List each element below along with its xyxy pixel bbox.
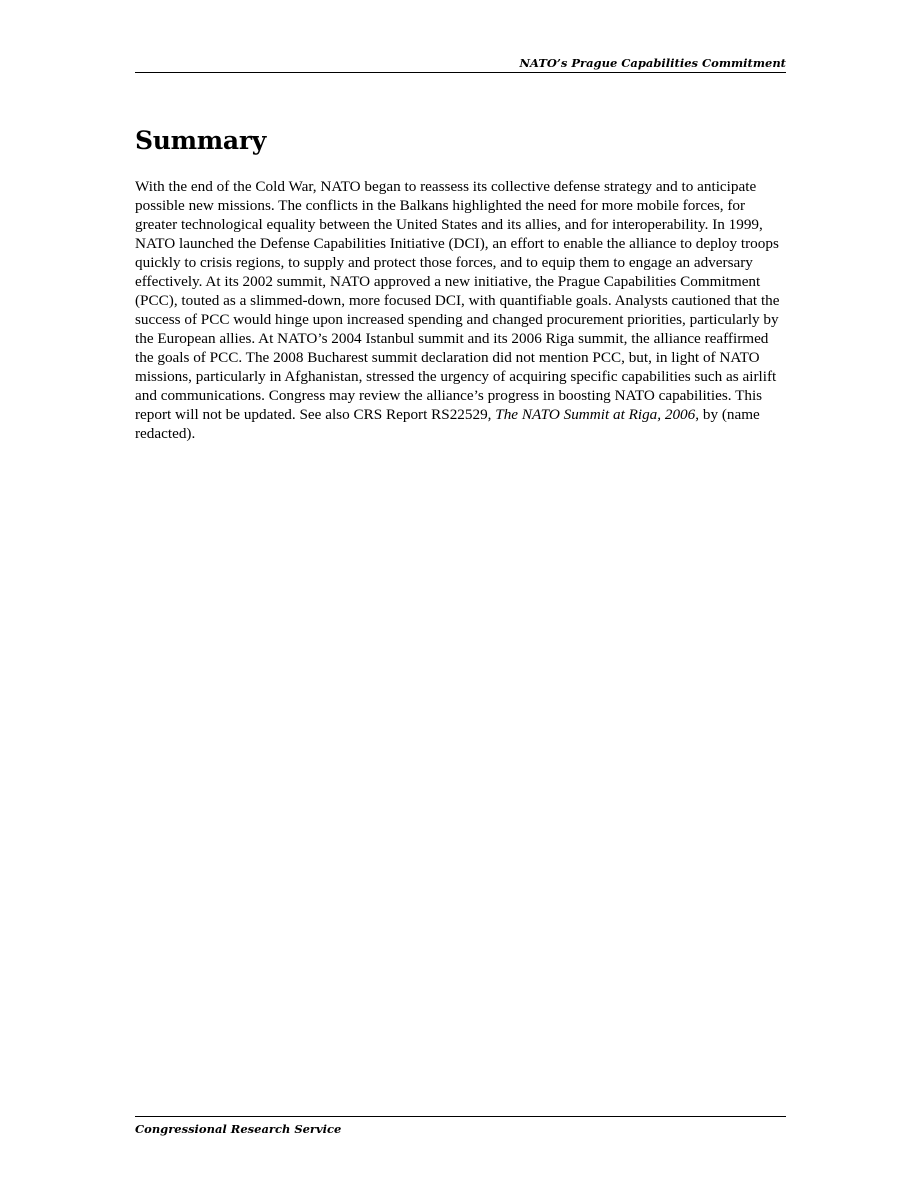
summary-closing-text: , by (name redacted).	[135, 406, 760, 442]
page-title: Summary	[135, 126, 266, 155]
summary-paragraph	[135, 177, 786, 443]
running-header: NATO’s Prague Capabilities Commitment	[135, 56, 786, 73]
page-footer: Congressional Research Service	[135, 1116, 786, 1137]
summary-body-text: With the end of the Cold War, NATO began to reassess its collective defense strategy and to anticipate possible new missions. The conflicts in the Balkans highlighted the need for more mobile forces, for greater technological equality between the United States and its allies, and for interoperability. In 1999, NATO launched the Defense Capabilities Initiative (DCI), an effort to enable the alliance to deploy troops quickly to crisis regions, to supply and protect those forces, and to equip them to engage an adversary effectively. At its 2002 summit, NATO approved a new initiative, the Prague Capabilities Commitment (PCC), touted as a slimmed-down, more focused DCI, with quantifiable goals. Analysts cautioned that the success of PCC would hinge upon increased spending and changed procurement priorities, particularly by the European allies. At NATO’s 2004 Istanbul summit and its 2006 Riga summit, the alliance reaffirmed the goals of PCC. The 2008 Bucharest summit declaration did not mention PCC, but, in light of NATO missions, particularly in Afghanistan, stressed the urgency of acquiring specific capabilities such as airlift and communications. Congress may review the alliance’s progress in boosting NATO capabilities. This report will not be updated. See also CRS Report RS22529,	[135, 178, 780, 423]
cited-report-title: The NATO Summit at Riga, 2006	[495, 406, 696, 423]
